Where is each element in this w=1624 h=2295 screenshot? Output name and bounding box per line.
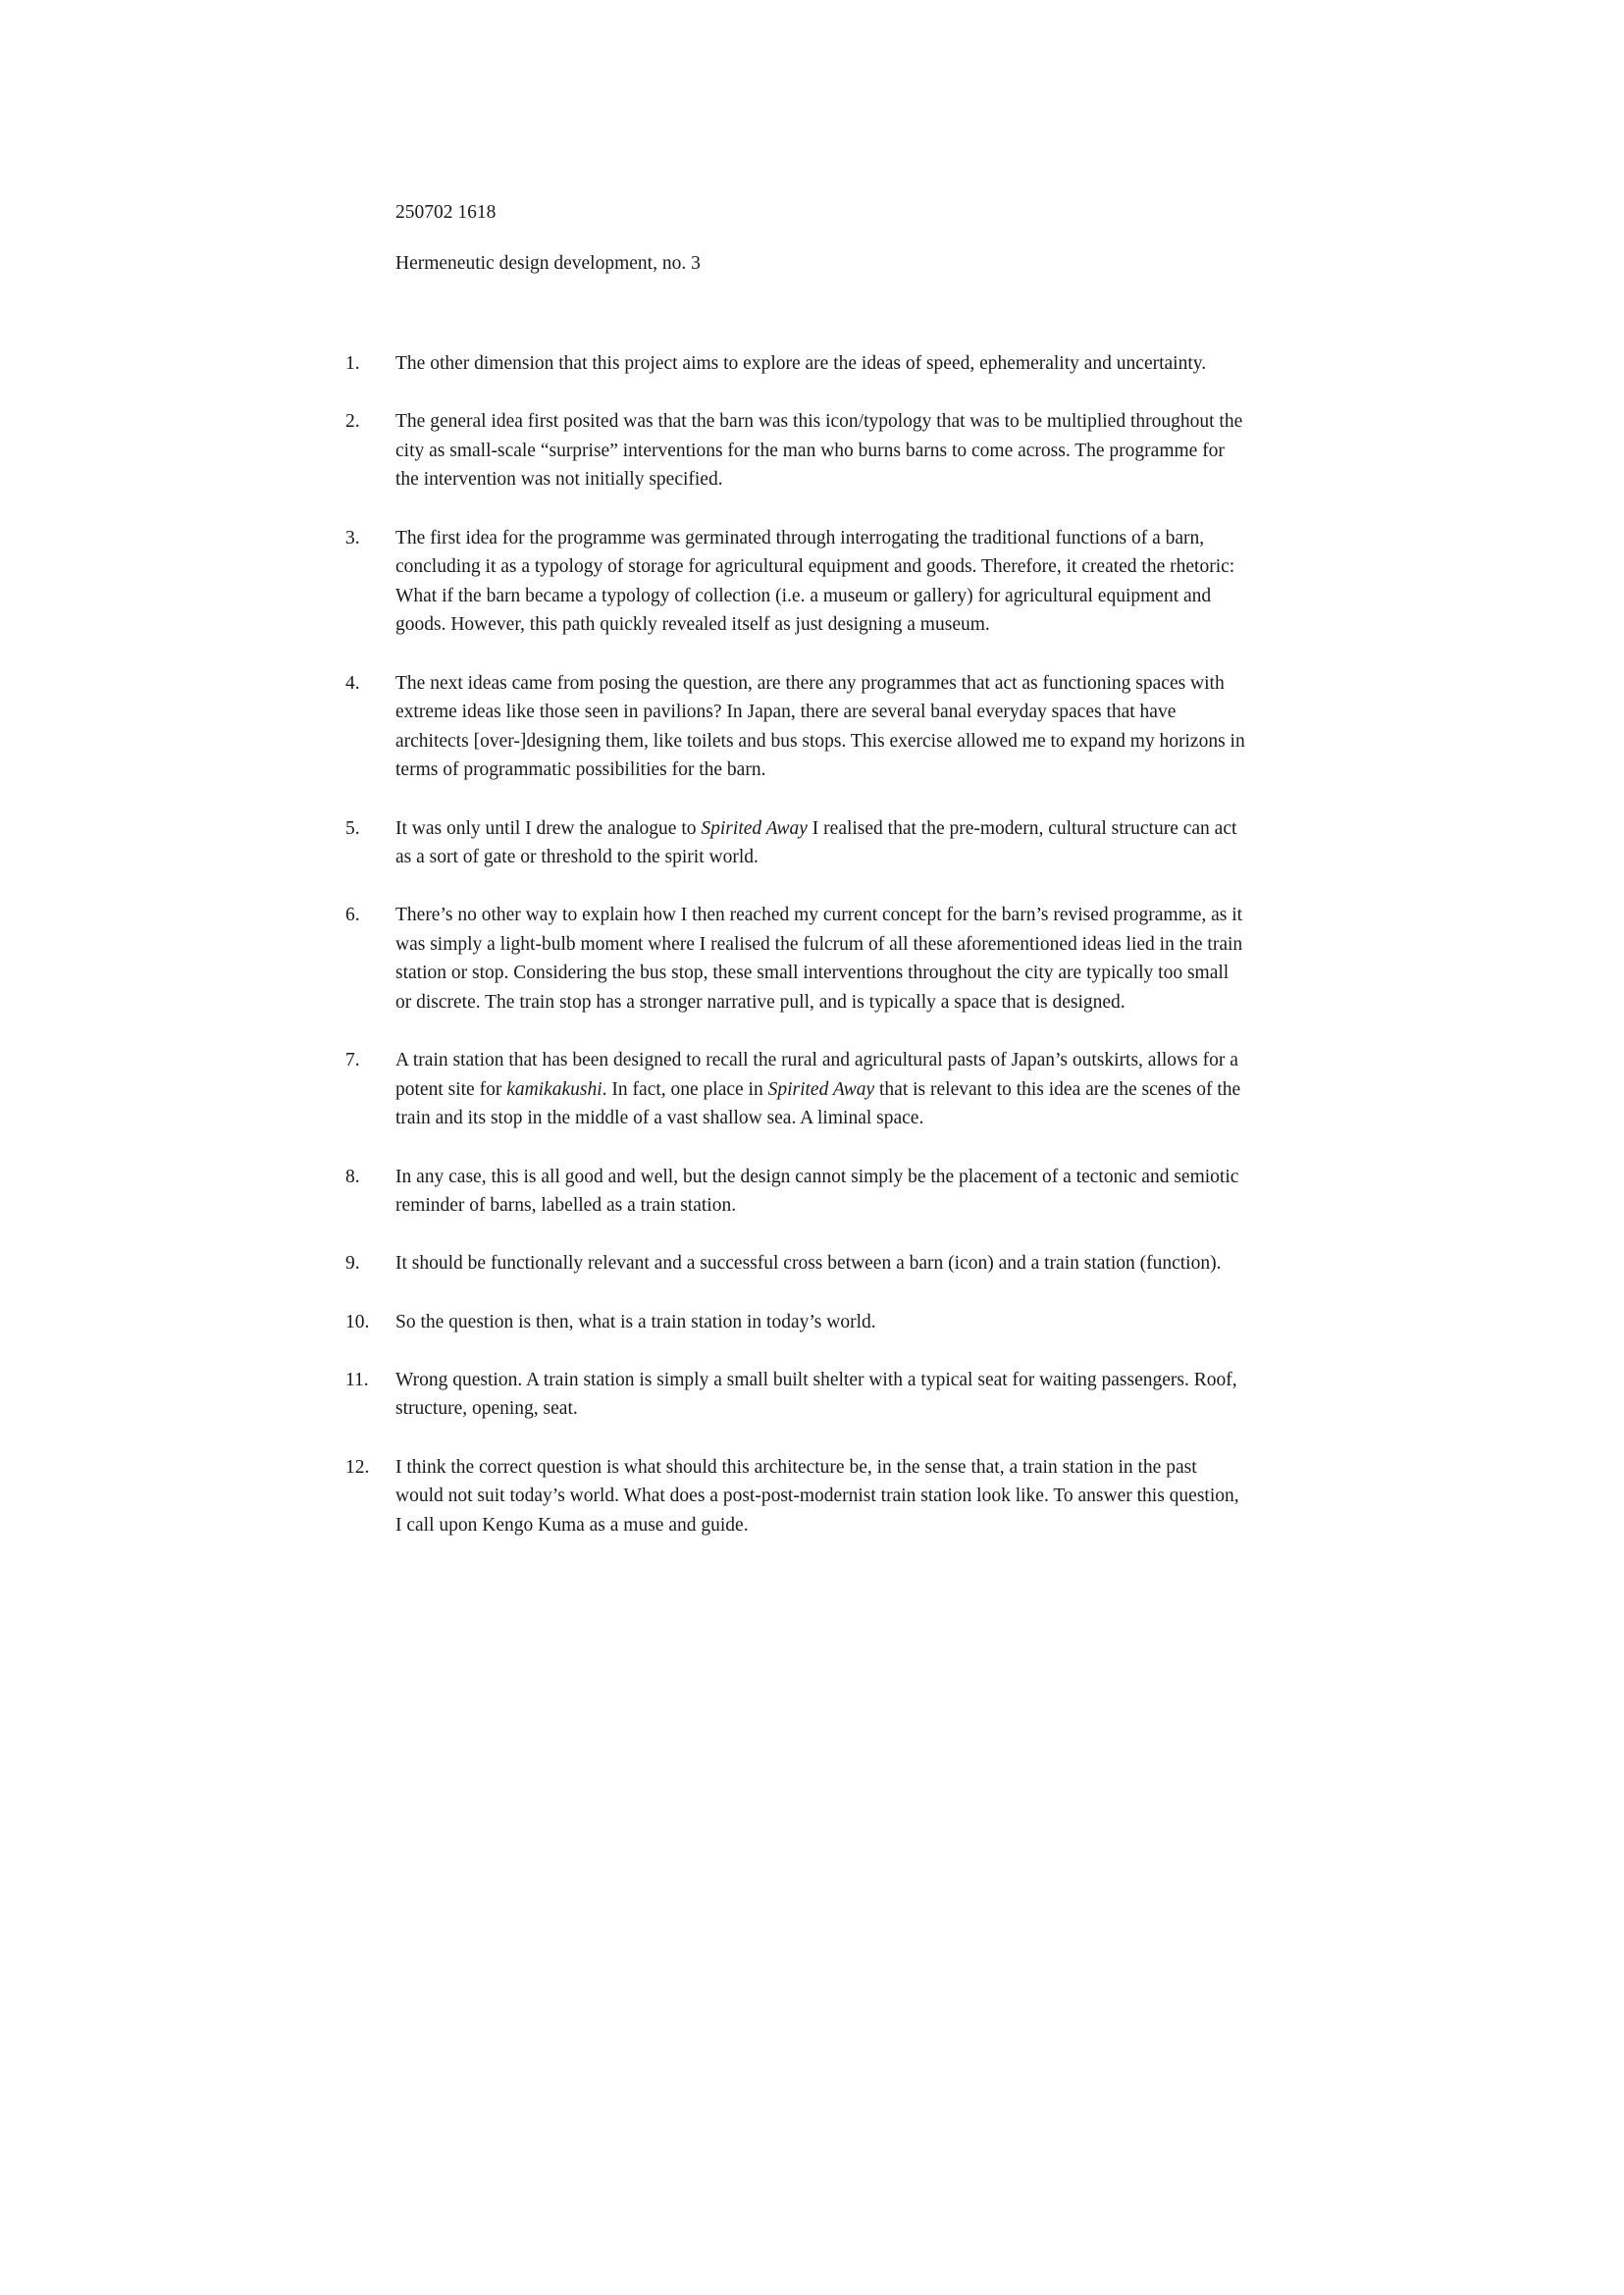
list-item-7: [345, 1046, 1248, 1133]
list-item-10: [345, 1308, 1248, 1337]
list-item-number: 7.: [345, 1050, 360, 1071]
list-item-text: I think the correct question is what should this architecture be, in the sense that, a train station in the past would not suit today’s world. What does a post-post-modernist train station look like. To answer this question, I call upon Kengo Kuma as a muse and guide.: [395, 1456, 1239, 1536]
numbered-list: [345, 349, 1248, 1569]
list-item-9: [345, 1249, 1248, 1278]
list-item-1: [345, 349, 1248, 379]
list-item-8: [345, 1163, 1248, 1221]
list-item-text: A train station that has been designed to recall the rural and agricultural pasts of Japan’s outskirts, allows for a potent site for kamikakushi. In fact, one place in Spirited Away that is relevant to this idea are the scenes of the train and its stop in the middle of a vast shallow sea. A liminal space.: [395, 1050, 1241, 1129]
list-item-text: It should be functionally relevant and a successful cross between a barn (icon) and a train station (function).: [395, 1253, 1222, 1275]
list-item-text: The first idea for the programme was germinated through interrogating the traditional functions of a barn, concluding it as a typology of storage for agricultural equipment and goods. Therefore, it created the rhetoric: What if the barn became a typology of collection (i.e. a museum or gallery) for agricultural equipment and goods. However, this path quickly revealed itself as just designing a museum.: [395, 527, 1235, 636]
timestamp: 250702 1618: [395, 202, 497, 223]
list-item-number: 12.: [345, 1456, 370, 1478]
list-item-3: [345, 524, 1248, 640]
film-title: Spirited Away: [767, 1078, 875, 1100]
list-item-number: 3.: [345, 527, 360, 548]
term-kamikakushi: kamikakushi: [506, 1078, 602, 1100]
list-item-text: In any case, this is all good and well, but the design cannot simply be the placement of a tectonic and semiotic reminder of barns, labelled as a train station.: [395, 1166, 1239, 1217]
list-item-12: [345, 1453, 1248, 1540]
list-item-number: 8.: [345, 1166, 360, 1187]
list-item-number: 2.: [345, 411, 360, 433]
document-header: [395, 198, 1279, 279]
document-title: Hermeneutic design development, no. 3: [395, 253, 701, 274]
list-item-2: [345, 407, 1248, 495]
list-item-number: 5.: [345, 817, 360, 839]
list-item-6: [345, 901, 1248, 1017]
list-item-text: The other dimension that this project aims to explore are the ideas of speed, ephemerality and uncertainty.: [395, 353, 1207, 374]
list-item-5: [345, 814, 1248, 872]
film-title: Spirited Away: [701, 817, 808, 839]
list-item-number: 9.: [345, 1253, 360, 1275]
list-item-text: It was only until I drew the analogue to Spirited Away I realised that the pre-modern, cultural structure can act as a sort of gate or threshold to the spirit world.: [395, 817, 1237, 868]
list-item-text: The general idea first posited was that the barn was this icon/typology that was to be multiplied throughout the city as small-scale “surprise” interventions for the man who burns barns to come across. The programme for the intervention was not initially specified.: [395, 411, 1243, 491]
list-item-number: 11.: [345, 1369, 369, 1390]
list-item-text: So the question is then, what is a train station in today’s world.: [395, 1311, 876, 1332]
list-item-11: [345, 1366, 1248, 1424]
list-item-number: 10.: [345, 1311, 370, 1332]
list-item-4: [345, 669, 1248, 785]
list-item-text: Wrong question. A train station is simply a small built shelter with a typical seat for waiting passengers. Roof, structure, opening, seat.: [395, 1369, 1237, 1420]
list-item-number: 1.: [345, 353, 360, 374]
list-item-text: The next ideas came from posing the question, are there any programmes that act as functioning spaces with extreme ideas like those seen in pavilions? In Japan, there are several banal everyday spaces that have architects [over-]designing them, like toilets and bus stops. This exercise allowed me to expand my horizons in terms of programmatic possibilities for the barn.: [395, 672, 1245, 781]
list-item-number: 6.: [345, 905, 360, 926]
list-item-text: There’s no other way to explain how I then reached my current concept for the barn’s revised programme, as it was simply a light-bulb moment where I realised the fulcrum of all these aforementioned ideas lied in the train station or stop. Considering the bus stop, these small interventions throughout the city are typically too small or discrete. The train stop has a stronger narrative pull, and is typically a space that is designed.: [395, 905, 1243, 1014]
list-item-number: 4.: [345, 672, 360, 694]
